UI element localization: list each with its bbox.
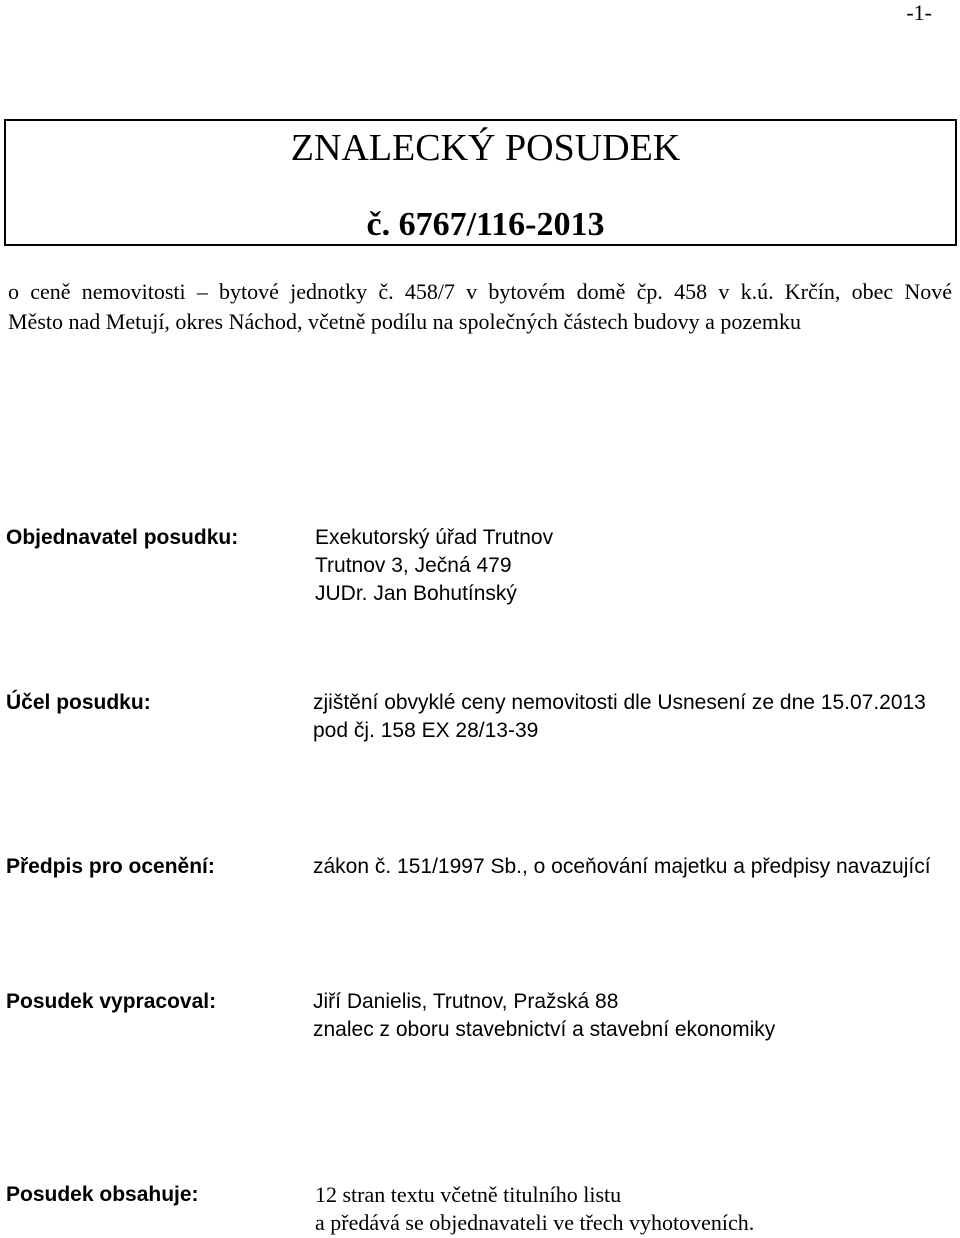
title-box (4, 119, 957, 246)
client-line-2: Trutnov 3, Ječná 479 (315, 554, 512, 577)
author-label: Posudek vypracoval: (6, 990, 217, 1013)
contents-label: Posudek obsahuje: (6, 1183, 199, 1206)
subject-line-2: Město nad Metují, okres Náchod, včetně podílu na společných částech budovy a pozemku (8, 309, 801, 334)
purpose-label: Účel posudku: (6, 691, 151, 714)
purpose-line-1: zjištění obvyklé ceny nemovitosti dle Usnesení ze dne 15.07.2013 (313, 691, 926, 714)
document-number: č. 6767/116-2013 (366, 206, 605, 243)
author-value (313, 988, 775, 1044)
document-title: ZNALECKÝ POSUDEK (290, 127, 681, 169)
regulation-label: Předpis pro ocenění: (6, 855, 215, 878)
document-subject (8, 277, 952, 337)
client-line-1: Exekutorský úřad Trutnov (315, 526, 554, 549)
regulation-value (313, 853, 931, 881)
page-number: -1- (906, 0, 932, 25)
author-line-2: znalec z oboru stavebnictví a stavební ekonomiky (313, 1018, 776, 1041)
contents-value (315, 1181, 754, 1237)
subject-line-1: o ceně nemovitosti – bytové jednotky č. 458/7 v bytovém domě čp. 458 v k.ú. Krčín, obec Nové (8, 279, 952, 304)
client-line-3: JUDr. Jan Bohutínský (315, 582, 517, 605)
purpose-value (313, 689, 926, 745)
contents-line-2: a předává se objednavateli ve třech vyhotoveních. (315, 1210, 755, 1235)
contents-line-1: 12 stran textu včetně titulního listu (315, 1182, 622, 1207)
author-line-1: Jiří Danielis, Trutnov, Pražská 88 (313, 990, 619, 1013)
client-value (315, 524, 553, 608)
client-label: Objednavatel posudku: (6, 526, 239, 549)
purpose-line-2: pod čj. 158 EX 28/13-39 (313, 719, 539, 742)
regulation-line-1: zákon č. 151/1997 Sb., o oceňování majetku a předpisy navazující (313, 855, 931, 878)
